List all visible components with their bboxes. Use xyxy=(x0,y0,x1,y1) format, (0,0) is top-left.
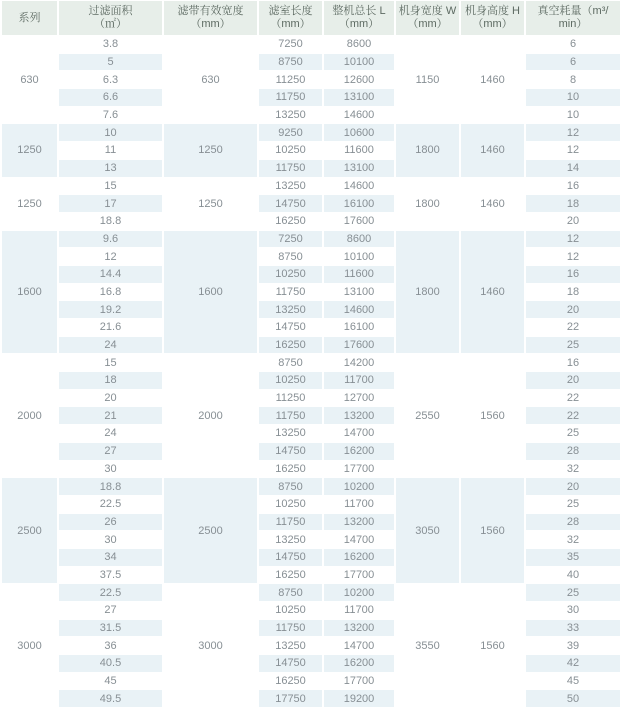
table-row xyxy=(2,284,620,301)
table-row xyxy=(2,407,620,424)
cell-chamber-length: 14750 xyxy=(259,655,322,672)
cell-filter-area: 18 xyxy=(59,372,162,389)
table-row xyxy=(2,319,620,336)
cell-vacuum: 6 xyxy=(526,36,620,53)
table-header-row xyxy=(2,1,620,35)
cell-chamber-length: 16250 xyxy=(259,337,322,354)
cell-chamber-length: 16250 xyxy=(259,673,322,690)
cell-body-height: 1560 xyxy=(461,584,524,707)
cell-total-length: 13100 xyxy=(324,284,394,301)
cell-total-length: 12600 xyxy=(324,71,394,88)
cell-total-length: 17600 xyxy=(324,213,394,230)
cell-total-length: 11600 xyxy=(324,266,394,283)
cell-chamber-length: 8750 xyxy=(259,248,322,265)
table-row xyxy=(2,231,620,248)
table-row xyxy=(2,248,620,265)
cell-vacuum: 20 xyxy=(526,213,620,230)
cell-total-length: 10200 xyxy=(324,478,394,495)
cell-body-height: 1560 xyxy=(461,478,524,583)
cell-filter-area: 49.5 xyxy=(59,690,162,707)
table-row xyxy=(2,54,620,71)
cell-filter-area: 34 xyxy=(59,549,162,566)
cell-vacuum: 10 xyxy=(526,89,620,106)
table-row xyxy=(2,443,620,460)
cell-filter-area: 7.6 xyxy=(59,107,162,124)
cell-total-length: 14700 xyxy=(324,531,394,548)
cell-filter-area: 21 xyxy=(59,407,162,424)
cell-filter-area: 5 xyxy=(59,54,162,71)
cell-total-length: 19200 xyxy=(324,690,394,707)
table-row xyxy=(2,673,620,690)
cell-body-width: 3050 xyxy=(396,478,459,583)
cell-filter-area: 14.4 xyxy=(59,266,162,283)
column-header-filter-area xyxy=(59,1,162,35)
table-row xyxy=(2,160,620,177)
cell-body-height: 1460 xyxy=(461,231,524,354)
cell-chamber-length: 10250 xyxy=(259,142,322,159)
cell-body-width: 3550 xyxy=(396,584,459,707)
cell-belt-width: 630 xyxy=(164,36,257,123)
header-label: 机身宽度 W xyxy=(398,5,457,17)
cell-body-width: 1150 xyxy=(396,36,459,123)
cell-filter-area: 16.8 xyxy=(59,284,162,301)
cell-belt-width: 3000 xyxy=(164,584,257,707)
cell-chamber-length: 11750 xyxy=(259,407,322,424)
cell-chamber-length: 13250 xyxy=(259,425,322,442)
cell-vacuum: 35 xyxy=(526,549,620,566)
cell-filter-area: 27 xyxy=(59,443,162,460)
cell-series: 2000 xyxy=(2,354,57,477)
table-row xyxy=(2,531,620,548)
cell-total-length: 8600 xyxy=(324,36,394,53)
cell-vacuum: 28 xyxy=(526,514,620,531)
cell-chamber-length: 17750 xyxy=(259,690,322,707)
table-row xyxy=(2,372,620,389)
table-row xyxy=(2,690,620,707)
cell-total-length: 13100 xyxy=(324,160,394,177)
cell-total-length: 8600 xyxy=(324,231,394,248)
table-row xyxy=(2,178,620,195)
cell-chamber-length: 16250 xyxy=(259,461,322,478)
header-label: 整机总长 L xyxy=(332,5,386,17)
table-row xyxy=(2,620,620,637)
cell-body-width: 1800 xyxy=(396,231,459,354)
table-row xyxy=(2,89,620,106)
table-row xyxy=(2,266,620,283)
cell-total-length: 14600 xyxy=(324,178,394,195)
cell-series: 1250 xyxy=(2,124,57,176)
cell-vacuum: 39 xyxy=(526,637,620,654)
cell-vacuum: 10 xyxy=(526,107,620,124)
cell-vacuum: 22 xyxy=(526,407,620,424)
cell-filter-area: 15 xyxy=(59,354,162,371)
cell-chamber-length: 13250 xyxy=(259,637,322,654)
cell-filter-area: 30 xyxy=(59,531,162,548)
cell-total-length: 13200 xyxy=(324,620,394,637)
cell-vacuum: 16 xyxy=(526,354,620,371)
cell-total-length: 13100 xyxy=(324,89,394,106)
cell-body-height: 1460 xyxy=(461,178,524,230)
cell-filter-area: 30 xyxy=(59,461,162,478)
cell-filter-area: 9.6 xyxy=(59,231,162,248)
cell-chamber-length: 13250 xyxy=(259,107,322,124)
cell-chamber-length: 11250 xyxy=(259,71,322,88)
cell-vacuum: 6 xyxy=(526,54,620,71)
header-unit: （mm） xyxy=(472,18,513,30)
cell-chamber-length: 10250 xyxy=(259,266,322,283)
table-row xyxy=(2,36,620,53)
table-row xyxy=(2,107,620,124)
cell-chamber-length: 14750 xyxy=(259,549,322,566)
cell-filter-area: 12 xyxy=(59,248,162,265)
cell-filter-area: 13 xyxy=(59,160,162,177)
header-label: 过滤面积 xyxy=(88,5,133,17)
cell-total-length: 11700 xyxy=(324,372,394,389)
cell-chamber-length: 11750 xyxy=(259,620,322,637)
cell-total-length: 17700 xyxy=(324,461,394,478)
column-header-body-width xyxy=(396,1,459,35)
cell-filter-area: 20 xyxy=(59,390,162,407)
cell-chamber-length: 8750 xyxy=(259,354,322,371)
cell-total-length: 14700 xyxy=(324,637,394,654)
cell-filter-area: 18.8 xyxy=(59,478,162,495)
cell-filter-area: 19.2 xyxy=(59,301,162,318)
cell-chamber-length: 7250 xyxy=(259,36,322,53)
cell-filter-area: 21.6 xyxy=(59,319,162,336)
cell-vacuum: 20 xyxy=(526,372,620,389)
cell-belt-width: 1250 xyxy=(164,124,257,176)
cell-filter-area: 45 xyxy=(59,673,162,690)
cell-chamber-length: 16250 xyxy=(259,213,322,230)
cell-filter-area: 27 xyxy=(59,602,162,619)
cell-filter-area: 37.5 xyxy=(59,567,162,584)
cell-total-length: 14600 xyxy=(324,301,394,318)
table-row xyxy=(2,478,620,495)
cell-vacuum: 25 xyxy=(526,337,620,354)
cell-vacuum: 16 xyxy=(526,266,620,283)
cell-total-length: 13200 xyxy=(324,514,394,531)
cell-series: 630 xyxy=(2,36,57,123)
cell-vacuum: 12 xyxy=(526,248,620,265)
cell-filter-area: 18.8 xyxy=(59,213,162,230)
cell-total-length: 13200 xyxy=(324,407,394,424)
header-unit: min） xyxy=(558,18,588,30)
table-row xyxy=(2,142,620,159)
table-row xyxy=(2,425,620,442)
table-row xyxy=(2,124,620,141)
column-header-total-length xyxy=(324,1,394,35)
cell-belt-width: 2500 xyxy=(164,478,257,583)
cell-total-length: 11600 xyxy=(324,142,394,159)
cell-filter-area: 31.5 xyxy=(59,620,162,637)
table-row xyxy=(2,71,620,88)
cell-chamber-length: 13250 xyxy=(259,178,322,195)
column-header-body-height xyxy=(461,1,524,35)
cell-body-height: 1460 xyxy=(461,36,524,123)
cell-belt-width: 1600 xyxy=(164,231,257,354)
cell-vacuum: 12 xyxy=(526,231,620,248)
header-label: 真空耗量（m³/ xyxy=(537,5,609,17)
cell-belt-width: 1250 xyxy=(164,178,257,230)
cell-vacuum: 12 xyxy=(526,142,620,159)
cell-vacuum: 22 xyxy=(526,390,620,407)
cell-body-width: 1800 xyxy=(396,124,459,176)
cell-vacuum: 14 xyxy=(526,160,620,177)
cell-filter-area: 26 xyxy=(59,514,162,531)
cell-vacuum: 40 xyxy=(526,567,620,584)
table-row xyxy=(2,637,620,654)
table-row xyxy=(2,567,620,584)
cell-filter-area: 40.5 xyxy=(59,655,162,672)
cell-vacuum: 20 xyxy=(526,478,620,495)
table-row xyxy=(2,584,620,601)
table-row xyxy=(2,514,620,531)
cell-chamber-length: 13250 xyxy=(259,531,322,548)
cell-vacuum: 22 xyxy=(526,319,620,336)
table-row xyxy=(2,461,620,478)
table-row xyxy=(2,337,620,354)
cell-vacuum: 42 xyxy=(526,655,620,672)
header-unit: （mm） xyxy=(338,18,380,30)
cell-chamber-length: 11750 xyxy=(259,514,322,531)
header-unit: （mm） xyxy=(407,18,448,30)
cell-total-length: 14200 xyxy=(324,354,394,371)
cell-chamber-length: 11750 xyxy=(259,160,322,177)
cell-total-length: 16200 xyxy=(324,549,394,566)
cell-chamber-length: 10250 xyxy=(259,602,322,619)
cell-filter-area: 22.5 xyxy=(59,584,162,601)
cell-chamber-length: 8750 xyxy=(259,54,322,71)
header-unit: （mm） xyxy=(270,18,311,30)
cell-filter-area: 6.6 xyxy=(59,89,162,106)
cell-vacuum: 25 xyxy=(526,425,620,442)
header-label: 滤带有效宽度 xyxy=(177,5,244,17)
table-row xyxy=(2,354,620,371)
cell-vacuum: 33 xyxy=(526,620,620,637)
cell-chamber-length: 10250 xyxy=(259,496,322,513)
cell-vacuum: 16 xyxy=(526,178,620,195)
cell-filter-area: 15 xyxy=(59,178,162,195)
cell-chamber-length: 13250 xyxy=(259,301,322,318)
cell-chamber-length: 14750 xyxy=(259,443,322,460)
cell-vacuum: 45 xyxy=(526,673,620,690)
cell-filter-area: 10 xyxy=(59,124,162,141)
cell-series: 1600 xyxy=(2,231,57,354)
cell-vacuum: 8 xyxy=(526,71,620,88)
cell-chamber-length: 8750 xyxy=(259,584,322,601)
header-label: 机身高度 H xyxy=(465,5,520,17)
cell-chamber-length: 10250 xyxy=(259,372,322,389)
cell-body-height: 1460 xyxy=(461,124,524,176)
table-row xyxy=(2,195,620,212)
cell-filter-area: 24 xyxy=(59,425,162,442)
cell-filter-area: 36 xyxy=(59,637,162,654)
table-row xyxy=(2,655,620,672)
cell-chamber-length: 14750 xyxy=(259,195,322,212)
cell-body-height: 1560 xyxy=(461,354,524,477)
cell-chamber-length: 11750 xyxy=(259,284,322,301)
cell-vacuum: 32 xyxy=(526,531,620,548)
cell-filter-area: 11 xyxy=(59,142,162,159)
cell-total-length: 11700 xyxy=(324,602,394,619)
cell-filter-area: 6.3 xyxy=(59,71,162,88)
cell-chamber-length: 11750 xyxy=(259,89,322,106)
table-row xyxy=(2,496,620,513)
cell-total-length: 17700 xyxy=(324,673,394,690)
cell-vacuum: 18 xyxy=(526,195,620,212)
cell-series: 2500 xyxy=(2,478,57,583)
cell-total-length: 14700 xyxy=(324,425,394,442)
column-header-chamber-length xyxy=(259,1,322,35)
header-unit: （㎡） xyxy=(94,18,127,30)
cell-total-length: 14600 xyxy=(324,107,394,124)
cell-vacuum: 28 xyxy=(526,443,620,460)
cell-total-length: 10100 xyxy=(324,54,394,71)
cell-chamber-length: 9250 xyxy=(259,124,322,141)
column-header-series xyxy=(2,1,57,35)
cell-series: 1250 xyxy=(2,178,57,230)
cell-chamber-length: 16250 xyxy=(259,567,322,584)
cell-total-length: 12700 xyxy=(324,390,394,407)
cell-total-length: 16200 xyxy=(324,655,394,672)
header-label: 系列 xyxy=(18,11,41,24)
table-row xyxy=(2,390,620,407)
cell-vacuum: 25 xyxy=(526,496,620,513)
cell-total-length: 17600 xyxy=(324,337,394,354)
header-unit: （mm） xyxy=(190,18,231,30)
cell-vacuum: 32 xyxy=(526,461,620,478)
table-row xyxy=(2,301,620,318)
cell-vacuum: 20 xyxy=(526,301,620,318)
header-label: 滤室长度 xyxy=(268,5,313,17)
cell-vacuum: 18 xyxy=(526,284,620,301)
table-row xyxy=(2,549,620,566)
cell-chamber-length: 8750 xyxy=(259,478,322,495)
cell-total-length: 16200 xyxy=(324,443,394,460)
cell-total-length: 16100 xyxy=(324,319,394,336)
cell-filter-area: 24 xyxy=(59,337,162,354)
cell-filter-area: 3.8 xyxy=(59,36,162,53)
table-row xyxy=(2,213,620,230)
column-header-vacuum-consumption xyxy=(526,1,620,35)
cell-vacuum: 50 xyxy=(526,690,620,707)
cell-vacuum: 25 xyxy=(526,584,620,601)
cell-total-length: 10600 xyxy=(324,124,394,141)
cell-filter-area: 17 xyxy=(59,195,162,212)
table-body xyxy=(2,36,620,707)
cell-belt-width: 2000 xyxy=(164,354,257,477)
cell-body-width: 1800 xyxy=(396,178,459,230)
column-header-belt-width xyxy=(164,1,257,35)
cell-filter-area: 22.5 xyxy=(59,496,162,513)
cell-chamber-length: 11250 xyxy=(259,390,322,407)
cell-series: 3000 xyxy=(2,584,57,707)
cell-chamber-length: 14750 xyxy=(259,319,322,336)
cell-total-length: 16100 xyxy=(324,195,394,212)
cell-total-length: 17700 xyxy=(324,567,394,584)
cell-total-length: 11700 xyxy=(324,496,394,513)
table-row xyxy=(2,602,620,619)
cell-total-length: 10200 xyxy=(324,584,394,601)
cell-vacuum: 12 xyxy=(526,124,620,141)
cell-body-width: 2550 xyxy=(396,354,459,477)
cell-vacuum: 30 xyxy=(526,602,620,619)
cell-chamber-length: 7250 xyxy=(259,231,322,248)
cell-total-length: 10100 xyxy=(324,248,394,265)
